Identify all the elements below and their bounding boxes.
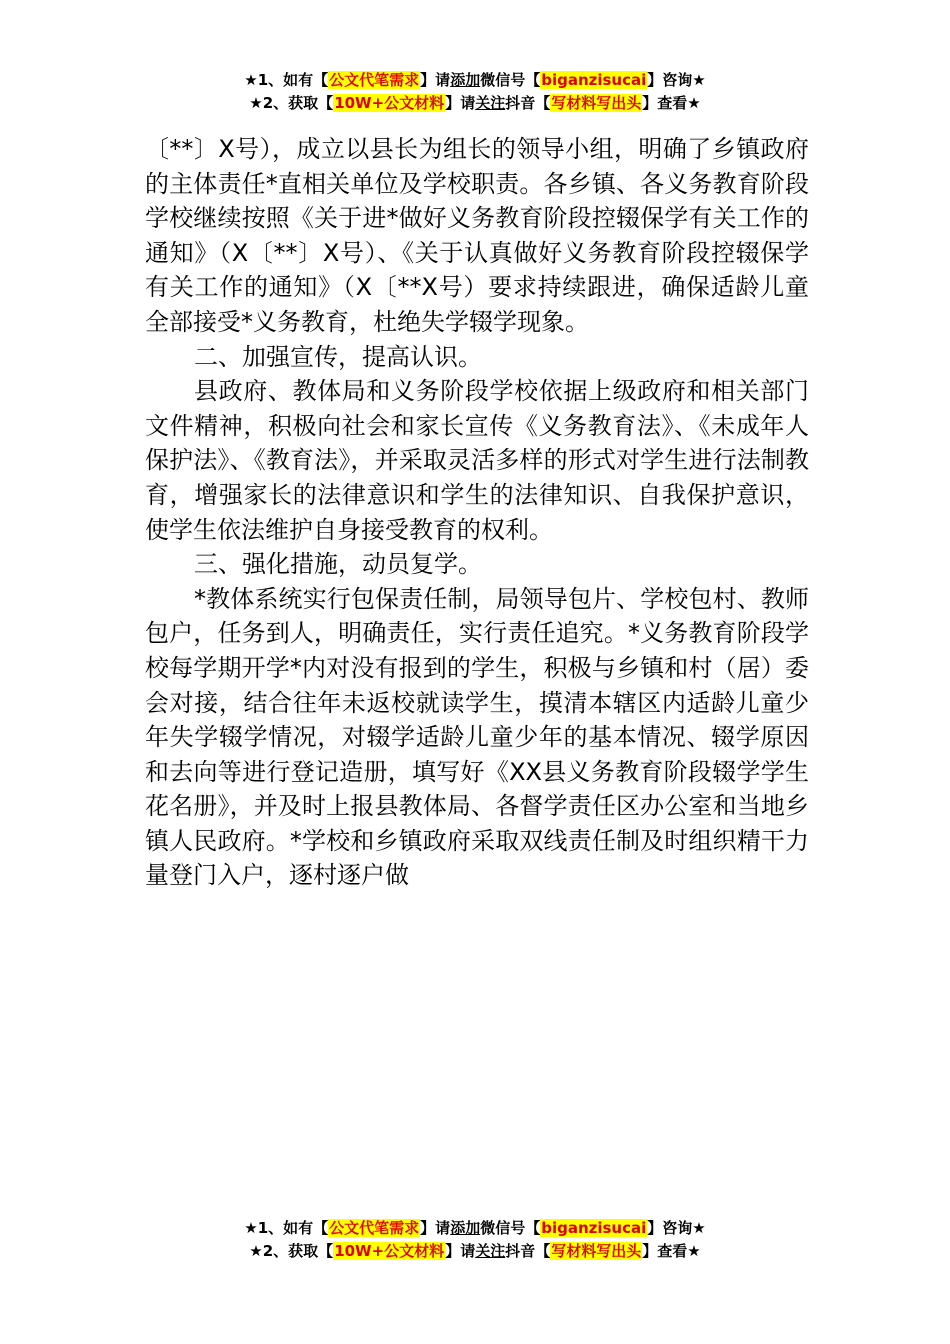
banner-text: ★2、获取【 [249,94,334,112]
banner-text: 】咨询★ [647,1219,706,1237]
highlight-materials: 10W+公文材料 [334,1242,445,1260]
underlined-text: 添加 [450,1219,481,1237]
banner-line-1 [0,69,950,92]
banner-line-2 [0,92,950,115]
underlined-text: 关注 [475,1242,506,1260]
banner-text: 】查看★ [642,94,701,112]
highlight-wechat-id: biganzisucai [541,71,647,89]
document-body [145,132,809,893]
banner-line-2 [0,1240,950,1263]
section-heading-3: 三、强化措施，动员复学。 [194,550,482,579]
banner-text: 抖音【 [505,1242,551,1260]
header-banner [0,69,950,115]
highlight-account: 写材料写出头 [551,1242,642,1260]
banner-text: 】请 [445,94,476,112]
highlight-materials: 10W+公文材料 [334,94,445,112]
highlight-service: 公文代笔需求 [329,71,420,89]
paragraph-1: 〔**〕X号），成立以县长为组长的领导小组，明确了乡镇政府的主体责任*直相关单位及学校职责。各乡镇、各义务教育阶段学校继续按照《关于进*做好义务教育阶段控辍保学有关工作的通知》（X〔**〕X号）、《关于认真做好义务教育阶段控辍保学有关工作的通知》（X〔**X号）要求持续跟进，确保适龄儿童全部接受*义务教育，杜绝失学辍学现象。 [145,135,809,336]
footer-banner [0,1217,950,1263]
banner-text: 】查看★ [642,1242,701,1260]
paragraph-3: *教体系统实行包保责任制，局领导包片、学校包村、教师包户，任务到人，明确责任，实行责任追究。*义务教育阶段学校每学期开学*内对没有报到的学生，积极与乡镇和村（居）委会对接，结合往年未返校就读学生，摸清本辖区内适龄儿童少年失学辍学情况，对辍学适龄儿童少年的基本情况、辍学原因和去向等进行登记造册，填写好《XX县义务教育阶段辍学学生花名册》，并及时上报县教体局、各督学责任区办公室和当地乡镇人民政府。*学校和乡镇政府采取双线责任制及时组织精干力量登门入户，逐村逐户做 [145,584,809,890]
banner-line-1 [0,1217,950,1240]
banner-text: 】请 [420,71,451,89]
underlined-text: 添加 [450,71,481,89]
banner-text: 微信号【 [480,1219,541,1237]
highlight-account: 写材料写出头 [551,94,642,112]
paragraph-2: 县政府、教体局和义务阶段学校依据上级政府和相关部门文件精神，积极向社会和家长宣传《义务教育法》、《未成年人保护法》、《教育法》，并采取灵活多样的形式对学生进行法制教育，增强家长的法律意识和学生的法律知识、自我保护意识，使学生依法维护自身接受教育的权利。 [145,377,809,544]
banner-text: 抖音【 [505,94,551,112]
banner-text: ★2、获取【 [249,1242,334,1260]
banner-text: 】请 [445,1242,476,1260]
banner-text: ★1、如有【 [244,1219,329,1237]
underlined-text: 关注 [475,94,506,112]
section-heading-2: 二、加强宣传，提高认识。 [194,342,482,371]
banner-text: 微信号【 [480,71,541,89]
highlight-service: 公文代笔需求 [329,1219,420,1237]
highlight-wechat-id: biganzisucai [541,1219,647,1237]
banner-text: ★1、如有【 [244,71,329,89]
banner-text: 】咨询★ [647,71,706,89]
banner-text: 】请 [420,1219,451,1237]
